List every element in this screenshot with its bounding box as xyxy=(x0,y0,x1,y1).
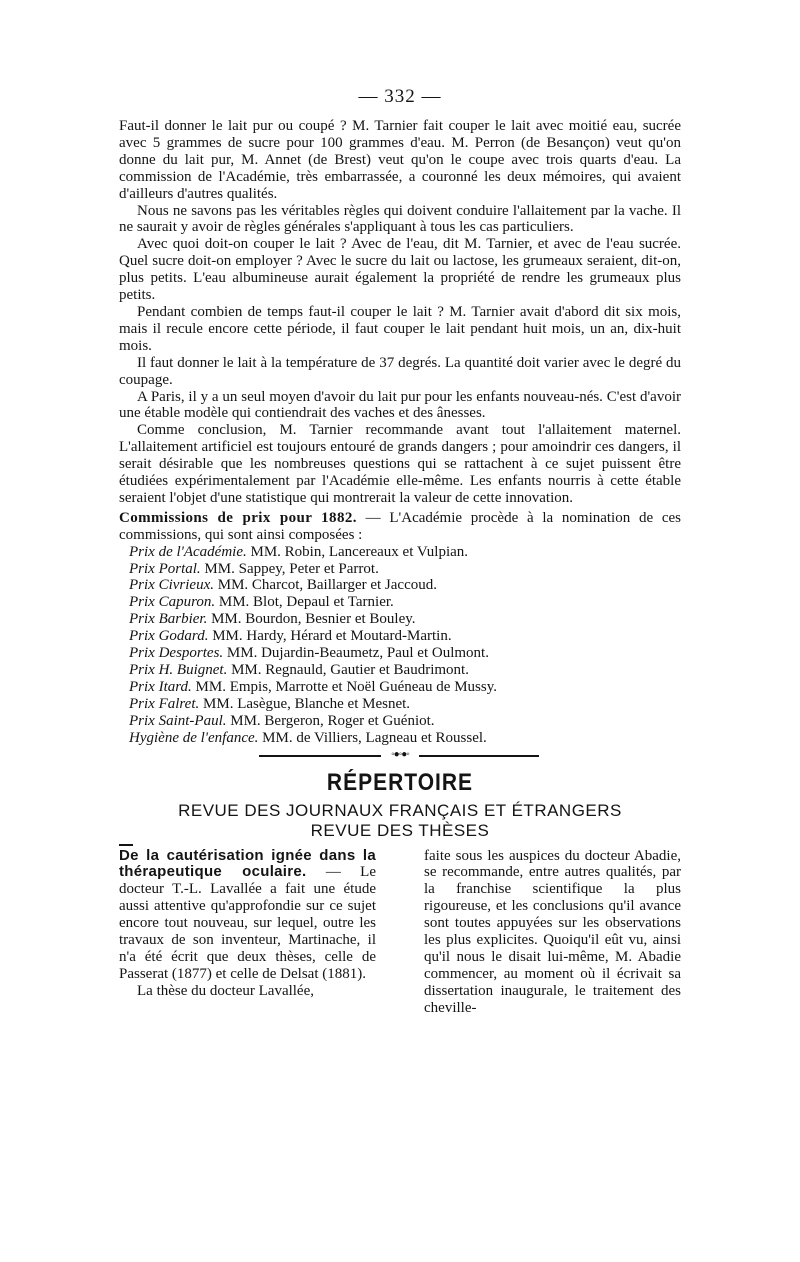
list-item xyxy=(119,577,681,594)
paragraph-milk-dilution: Faut-il donner le lait pur ou coupé ? M. Tarnier fait couper le lait avec moitié eau, sucrée avec 5 grammes de sucre pour 100 grammes d'eau. M. Perron (de Besançon) veut qu'on donne du lait pur, M. Annet (de Brest) veut qu'on le coupe avec trois quarts d'eau. La commission de l'Académie, très embarrassée, a couronné les deux mémoires, qui avaient d'ailleurs d'autres qualités. xyxy=(119,118,681,202)
prize-members: MM. Bergeron, Roger et Guéniot. xyxy=(226,712,435,729)
list-item xyxy=(119,645,681,662)
divider-ornament-icon: ◦●◦●◦ xyxy=(381,750,419,760)
prize-name: Prix Godard. xyxy=(129,628,209,645)
prize-members: MM. de Villiers, Lagneau et Roussel. xyxy=(258,729,487,746)
article-right-body: faite sous les auspices du docteur Abadie, se recommande, entre autres qualités, par la franchise scientifique la plus rigoureuse, et les conclusions qu'il avance sont toutes appuyées sur les observations les plus explicites. Quoiqu'il eût vu, ainsi qu'il nous le disait lui-même, M. Abadie commencer, au moment où il écrivait sa dissertation inaugurale, le traitement des cheville- xyxy=(424,847,681,1016)
prize-name: Prix Barbier. xyxy=(129,611,208,628)
commissions-heading: Commissions de prix pour 1882. xyxy=(119,509,357,526)
prize-members: MM. Hardy, Hérard et Moutard-Martin. xyxy=(208,628,452,645)
prize-members: MM. Charcot, Baillarger et Jaccoud. xyxy=(213,577,437,594)
article-right-column xyxy=(424,848,681,1017)
prize-name: Prix Itard. xyxy=(129,678,192,695)
theses-subtitle: REVUE DES THÈSES xyxy=(310,820,490,840)
prize-members: MM. Sappey, Peter et Parrot. xyxy=(200,560,379,577)
paragraph-paris: A Paris, il y a un seul moyen d'avoir du lait pur pour les enfants nouveau-nés. C'est d'avoir une étable modèle qui contiendrait des vaches et des ânesses. xyxy=(119,388,681,422)
article-left-body: — Le docteur T.-L. Lavallée a fait une étude aussi attentive qu'approfondie sur ce sujet encore tout nouveau, sur lequel, outre les travaux de son inventeur, Martinache, il n'a été écrit que deux thèses, celle de Passerat (1877) et celle de Delsat (1881). xyxy=(119,864,376,982)
list-item xyxy=(119,561,681,578)
list-item xyxy=(119,544,681,561)
ornamental-divider xyxy=(119,749,681,763)
page-number: — 332 — xyxy=(358,86,442,107)
paragraph-sugar: Avec quoi doit-on couper le lait ? Avec de l'eau, dit M. Tarnier, et avec de l'eau sucrée. Quel sucre doit-on employer ? Avec le sucre du lait ou lactose, les grumeaux seraient, dit-on, plus petits. L'eau albumineuse aurait également la propriété de rendre les grumeaux plus petits. xyxy=(119,236,681,304)
prize-list xyxy=(119,544,681,747)
paragraph-duration: Pendant combien de temps faut-il couper le lait ? M. Tarnier avait d'abord dit six mois, mais il recule encore cette période, il faut couper le lait pendant huit mois, un an, dix-huit mois. xyxy=(119,303,681,354)
prize-name: Prix H. Buignet. xyxy=(129,662,228,678)
prize-members: MM. Lasègue, Blanche et Mesnet. xyxy=(199,695,411,712)
short-rule xyxy=(119,844,133,846)
paragraph-temperature: Il faut donner le lait à la température de 37 degrés. La quantité doit varier avec le degré du coupage. xyxy=(119,354,681,388)
prize-members: MM. Bourdon, Besnier et Bouley. xyxy=(207,611,416,628)
list-item xyxy=(119,713,681,730)
list-item xyxy=(119,662,681,679)
commissions-intro: — L'Académie procède à la nomination de ces commissions, qui sont ainsi composées : xyxy=(119,509,681,543)
article-left-para2: La thèse du docteur Lavallée, xyxy=(137,982,314,999)
commissions-paragraph xyxy=(119,510,681,544)
paragraph-conclusion: Comme conclusion, M. Tarnier recommande avant tout l'allaitement maternel. L'allaitement artificiel est toujours entouré de grands dangers ; pour amoindrir ces dangers, il serait désirable que les nombreuses questions qui se rattachent à ce sujet puissent être étudiées expérimentalement par l'Académie elle-même. Les enfants nourris à cette étable seraient l'objet d'une statistique qui montrerait la valeur de cette innovation. xyxy=(119,422,681,506)
list-item xyxy=(119,594,681,611)
prize-name: Hygiène de l'enfance. xyxy=(129,729,259,746)
prize-name: Prix Civrieux. xyxy=(129,577,214,594)
repertoire-title: RÉPERTOIRE xyxy=(326,768,474,796)
prize-members: MM. Robin, Lancereaux et Vulpian. xyxy=(246,543,469,560)
list-item xyxy=(119,628,681,645)
list-item xyxy=(119,730,681,747)
prize-members: MM. Regnauld, Gautier et Baudrimont. xyxy=(227,662,469,678)
prize-members: MM. Dujardin-Beaumetz, Paul et Oulmont. xyxy=(223,645,489,662)
prize-name: Prix Falret. xyxy=(129,695,200,712)
prize-name: Prix de l'Académie. xyxy=(129,543,247,560)
prize-name: Prix Portal. xyxy=(129,560,201,577)
article-intro xyxy=(119,848,376,983)
list-item xyxy=(119,679,681,696)
article-left-column xyxy=(119,848,376,1017)
list-item xyxy=(119,696,681,713)
paragraph-rules: Nous ne savons pas les véritables règles qui doivent conduire l'allaitement par la vache. Il ne saurait y avoir de règles générales s'appliquant à tous les cas particuliers. xyxy=(119,202,681,236)
prize-name: Prix Capuron. xyxy=(129,594,216,611)
prize-name: Prix Saint-Paul. xyxy=(129,712,227,729)
article-columns xyxy=(119,848,681,1017)
prize-name: Prix Desportes. xyxy=(129,645,224,662)
prize-members: MM. Empis, Marrotte et Noël Guéneau de Mussy. xyxy=(191,678,498,695)
list-item xyxy=(119,611,681,628)
article-title: De la cautérisation ignée dans la thérapeutique oculaire. xyxy=(119,846,376,881)
prize-members: MM. Blot, Depaul et Tarnier. xyxy=(215,594,394,611)
journals-subtitle: REVUE DES JOURNAUX FRANÇAIS ET ÉTRANGERS xyxy=(178,800,622,820)
document-page xyxy=(119,86,681,1017)
